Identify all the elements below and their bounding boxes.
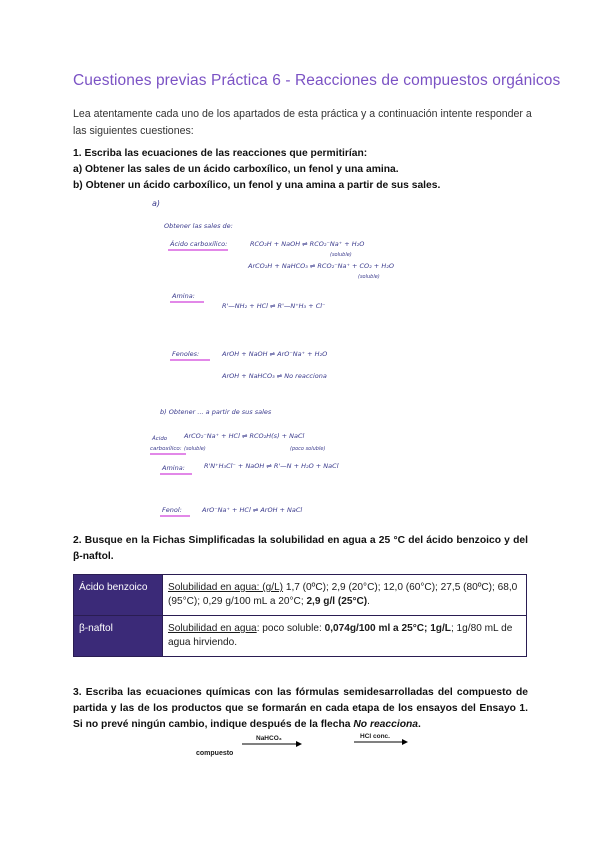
table-row (74, 616, 527, 657)
table-row (74, 575, 527, 616)
reagent-label: HCl conc. (360, 733, 390, 740)
handwritten-answer-image (140, 192, 460, 522)
question-1 (73, 146, 528, 194)
hw-line: Obtener las sales de: (164, 222, 233, 230)
hw-line: ArCO₂⁻Na⁺ + HCl ⇌ RCO₂H(s) + NaCl (184, 432, 305, 440)
hw-line: (soluble) (330, 252, 352, 258)
hw-line: a) (152, 199, 161, 208)
hw-line: ArO⁻Na⁺ + HCl ⇌ ArOH + NaCl (202, 506, 303, 514)
hw-line: Amina: (162, 464, 185, 472)
solubility-table (73, 574, 527, 657)
question-2: 2. Busque en la Fichas Simplificadas la solubilidad en agua a 25 °C del ácido benzoico y del β-naftol. (73, 535, 528, 562)
arrow-icon (190, 730, 430, 770)
question-1-heading: 1. Escriba las ecuaciones de las reacciones que permitirían: (73, 148, 368, 159)
hw-line: ArOH + NaOH ⇌ ArO⁻Na⁺ + H₂O (222, 350, 328, 358)
question-3: 3. Escriba las ecuaciones químicas con las fórmulas semidesarrolladas del compuesto de partida y las de los productos que se formarán en cada etapa de los ensayos del Ensayo 1. Si no prevé ningún cambio, indique después de la flecha No reacciona. (73, 687, 528, 730)
hw-line: Amina: (172, 292, 195, 300)
hw-line: b) Obtener ... a partir de sus sales (160, 408, 272, 416)
reaction-scheme (190, 730, 430, 770)
page-title: Cuestiones previas Práctica 6 - Reacciones de compuestos orgánicos (73, 72, 561, 89)
hw-line: RCO₂H + NaOH ⇌ RCO₂⁻Na⁺ + H₂O (250, 240, 365, 248)
hw-line: (soluble) (184, 446, 206, 452)
reagent-label: NaHCO₃ (256, 735, 282, 742)
hw-line: ArCO₂H + NaHCO₃ ⇌ RCO₂⁻Na⁺ + CO₂ + H₂O (248, 262, 394, 270)
hw-line: (poco soluble) (290, 446, 326, 452)
hw-line: R'N⁺H₃Cl⁻ + NaOH ⇌ R'—N + H₂O + NaCl (204, 462, 339, 470)
question-1-a: a) Obtener las sales de un ácido carboxílico, un fenol y una amina. (73, 164, 399, 175)
table-cell: Solubilidad en agua: poco soluble: 0,074g/100 ml a 25°C; 1g/L; 1g/80 mL de agua hirviendo. (163, 616, 527, 657)
table-row-header: β-naftol (74, 616, 163, 657)
table-row-header: Ácido benzoico (74, 575, 163, 616)
question-1-b: b) Obtener un ácido carboxílico, un fenol y una amina a partir de sus sales. (73, 180, 441, 191)
hw-line: ArOH + NaHCO₃ ⇌ No reacciona (222, 372, 327, 380)
compound-label: compuesto (196, 750, 234, 757)
hw-line: Ácido carboxílico: (170, 240, 228, 248)
hw-line: carboxílico: (150, 446, 182, 452)
hw-line: Fenoles: (172, 350, 200, 358)
hw-line: R'—NH₂ + HCl ⇌ R'—N⁺H₃ + Cl⁻ (222, 302, 326, 310)
hw-line: (soluble) (358, 274, 380, 280)
table-cell: Solubilidad en agua: (g/L) 1,7 (0ºC); 2,9 (20°C); 12,0 (60°C); 27,5 (80ºC); 68,0 (95°C); 0,29 g/100 mL a 20°C; 2,9 g/l (25°C). (163, 575, 527, 616)
intro-text: Lea atentamente cada uno de los apartados de esta práctica y a continuación intente responder a las siguientes cuestiones: (73, 108, 532, 137)
hw-line: Fenol: (162, 506, 182, 514)
hw-line: Ácido (152, 436, 168, 442)
handwritten-answer (140, 192, 460, 522)
